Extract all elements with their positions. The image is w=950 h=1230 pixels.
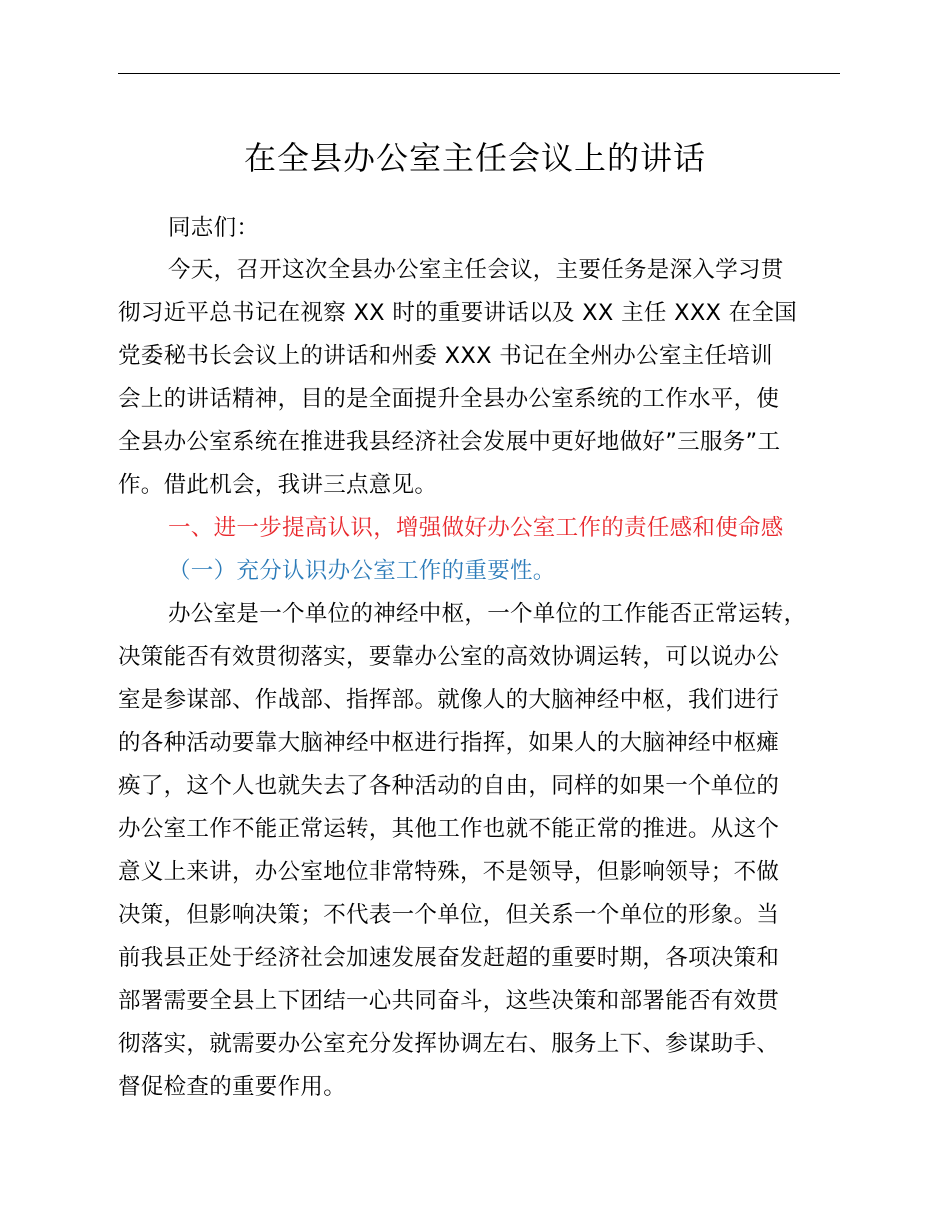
salutation: 同志们： xyxy=(168,215,260,241)
paragraph-2-line: 室是参谋部、作战部、指挥部。就像人的大脑神经中枢，我们进行 xyxy=(118,687,780,713)
section-heading-1: 一、进一步提高认识，增强做好办公室工作的责任感和使命感 xyxy=(168,515,784,541)
paragraph-1-line: 彻习近平总书记在视察 XX 时的重要讲话以及 XX 主任 XXX 在全国 xyxy=(118,300,798,326)
paragraph-2-line: 意义上来讲，办公室地位非常特殊，不是领导，但影响领导；不做 xyxy=(118,859,780,885)
paragraph-2-line: 的各种活动要靠大脑神经中枢进行指挥，如果人的大脑神经中枢瘫 xyxy=(118,730,780,756)
paragraph-2-line: 彻落实，就需要办公室充分发挥协调左右、服务上下、参谋助手、 xyxy=(118,1031,780,1057)
paragraph-2-line: 督促检查的重要作用。 xyxy=(118,1074,347,1100)
paragraph-2-line: 决策能否有效贯彻落实，要靠办公室的高效协调运转，可以说办公 xyxy=(118,644,780,670)
paragraph-1-line: 作。借此机会，我讲三点意见。 xyxy=(118,472,438,498)
paragraph-2-line: 部署需要全县上下团结一心共同奋斗，这些决策和部署能否有效贯 xyxy=(118,988,780,1014)
paragraph-2-line: 办公室是一个单位的神经中枢，一个单位的工作能否正常运转， xyxy=(168,601,807,627)
paragraph-2-line: 办公室工作不能正常运转，其他工作也就不能正常的推进。从这个 xyxy=(118,816,780,842)
paragraph-2-line: 决策，但影响决策；不代表一个单位，但关系一个单位的形象。当 xyxy=(118,902,780,928)
subsection-heading-1: （一）充分认识办公室工作的重要性。 xyxy=(168,558,556,584)
header-rule xyxy=(118,73,840,74)
paragraph-2-line: 痪了，这个人也就失去了各种活动的自由，同样的如果一个单位的 xyxy=(118,773,780,799)
paragraph-2-line: 前我县正处于经济社会加速发展奋发赶超的重要时期，各项决策和 xyxy=(118,945,780,971)
paragraph-1-line: 党委秘书长会议上的讲话和州委 XXX 书记在全州办公室主任培训 xyxy=(118,343,773,369)
paragraph-1-line: 全县办公室系统在推进我县经济社会发展中更好地做好”三服务”工 xyxy=(118,429,781,455)
paragraph-1-line: 今天，召开这次全县办公室主任会议，主要任务是深入学习贯 xyxy=(168,257,784,283)
document-title: 在全县办公室主任会议上的讲话 xyxy=(243,139,706,177)
paragraph-1-line: 会上的讲话精神，目的是全面提升全县办公室系统的工作水平，使 xyxy=(118,386,780,412)
